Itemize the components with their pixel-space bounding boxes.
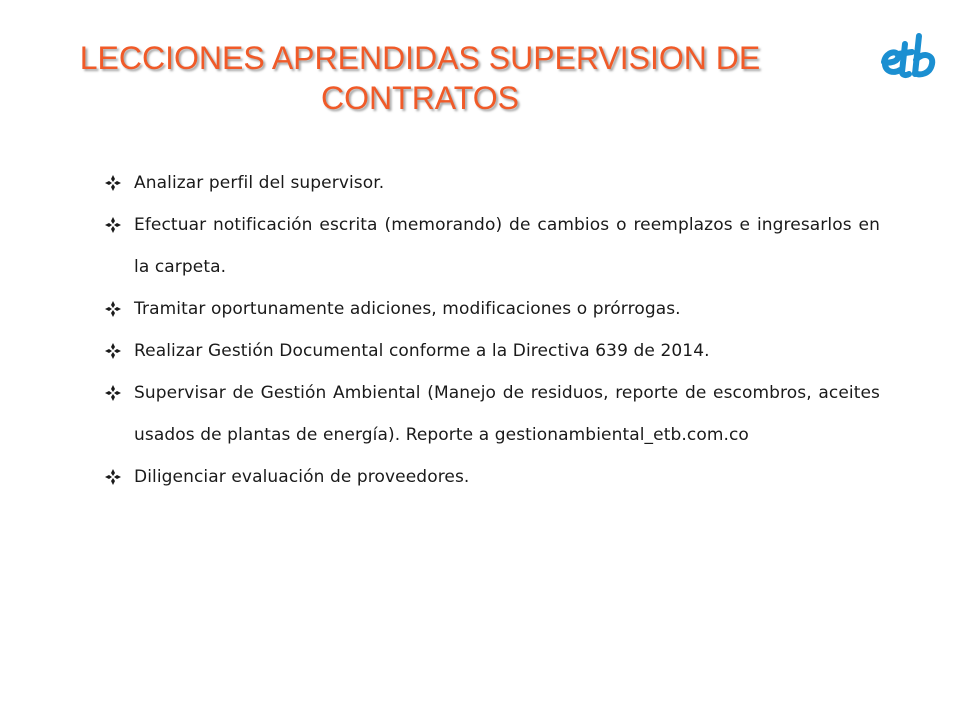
list-item: [104, 330, 880, 372]
bullet-text: Diligenciar evaluación de proveedores.: [134, 467, 470, 487]
diamond-bullet-icon: [104, 300, 122, 318]
list-item: [104, 204, 880, 288]
diamond-bullet-icon: [104, 342, 122, 360]
diamond-bullet-icon: [104, 216, 122, 234]
list-item: [104, 288, 880, 330]
list-item: [104, 162, 880, 204]
bullet-text: Tramitar oportunamente adiciones, modificaciones o prórrogas.: [134, 299, 681, 319]
slide-title-line-1: LECCIONES APRENDIDAS SUPERVISION DE: [79, 40, 761, 76]
bullet-list: [104, 162, 880, 498]
diamond-bullet-icon: [104, 384, 122, 402]
etb-logo: [878, 28, 942, 84]
bullet-text: Supervisar de Gestión Ambiental (Manejo de residuos, reporte de escombros, aceites usados de plantas de energía). Reporte a gestionambiental_etb.com.co: [134, 383, 880, 445]
bullet-text: Analizar perfil del supervisor.: [134, 173, 385, 193]
diamond-bullet-icon: [104, 468, 122, 486]
slide-title: [60, 38, 780, 118]
slide-title-line-2: CONTRATOS: [321, 80, 519, 116]
list-item: [104, 456, 880, 498]
diamond-bullet-icon: [104, 174, 122, 192]
bullet-text: Realizar Gestión Documental conforme a la Directiva 639 de 2014.: [134, 341, 710, 361]
bullet-text: Efectuar notificación escrita (memorando) de cambios o reemplazos e ingresarlos en la carpeta.: [134, 215, 880, 277]
list-item: [104, 372, 880, 456]
